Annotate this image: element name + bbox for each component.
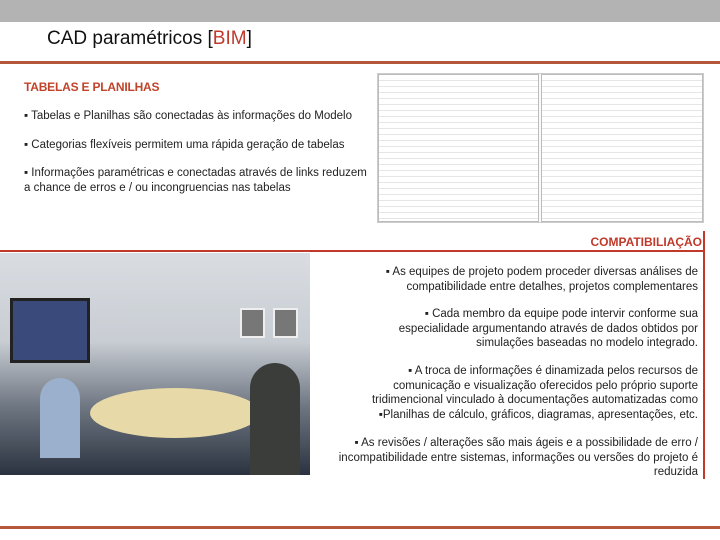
page-title xyxy=(47,28,252,50)
top-band xyxy=(0,0,720,22)
title-suffix: ] xyxy=(246,28,252,49)
compat-divider xyxy=(0,250,705,252)
compat-heading: COMPATIBILIAÇÃO xyxy=(590,235,702,249)
compat-bullet: ▪ As equipes de projeto podem proceder diversas análises de compatibilidade entre detalhes, projetos complementares xyxy=(385,266,698,293)
header-divider xyxy=(0,61,720,64)
title-accent: BIM xyxy=(212,28,247,49)
compat-bullet: ▪ Cada membro da equipe pode intervir conforme sua especialidade argumentando através de dados obtidos por simulações baseadas no modelo integrado. xyxy=(398,308,698,349)
tabelas-bullet: ▪ Categorias flexíveis permitem uma rápida geração de tabelas xyxy=(24,139,345,151)
spreadsheet-image xyxy=(377,73,704,223)
compat-bullet: ▪ As revisões / alterações são mais ágeis e a possibilidade de erro / incompatibilidade entre sistemas, informações ou versões do projeto é reduzida xyxy=(338,437,698,478)
title-prefix: CAD paramétricos [ xyxy=(47,28,213,49)
team-meeting-photo xyxy=(0,253,310,475)
tabelas-heading: TABELAS E PLANILHAS xyxy=(24,80,160,94)
footer-divider xyxy=(0,526,720,529)
compat-bullet: ▪ A troca de informações é dinamizada pelos recursos de comunicação e visualização oferecidos pelo próprio suporte tridimencional vinculado à documentações automatizadas como ▪Planilhas de cálculo, gráficos, diagramas, apresentações, etc. xyxy=(371,365,698,421)
tabelas-bullet: ▪ Informações paramétricas e conectadas através de links reduzem a chance de erros e / ou incongruencias nas tabelas xyxy=(24,167,367,194)
tabelas-bullet: ▪ Tabelas e Planilhas são conectadas às informações do Modelo xyxy=(24,110,352,122)
compat-vertical-rule xyxy=(703,231,705,479)
